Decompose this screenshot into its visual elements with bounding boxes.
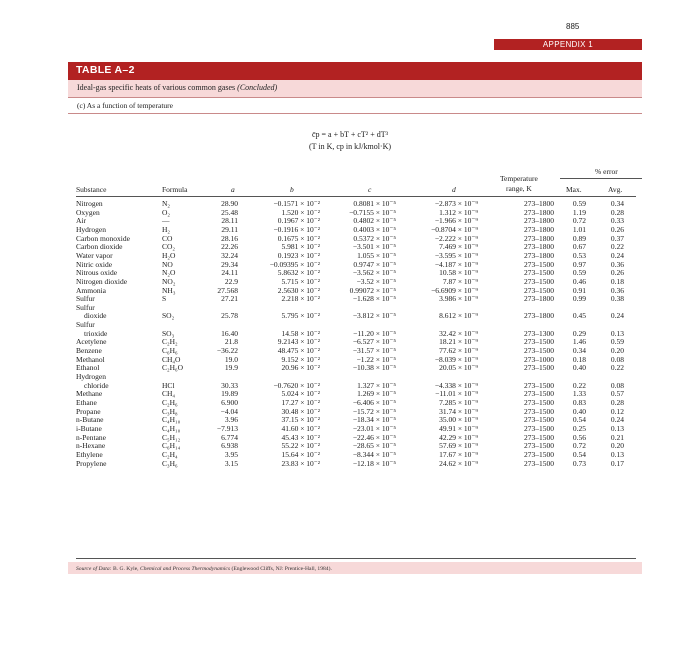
c-cell: 0.4003 × 10⁻⁵ <box>353 224 396 234</box>
range-cell: 273–1300 <box>524 328 554 338</box>
substance-cell: Acetylene <box>76 337 107 347</box>
formula-cell: C₃H₈ <box>162 406 178 416</box>
substance-cell: Nitrogen dioxide <box>76 276 128 286</box>
substance-cell: Ammonia <box>76 285 106 295</box>
max-error-cell: 0.72 <box>572 216 586 226</box>
avg-error-cell: 0.36 <box>610 259 624 269</box>
avg-error-cell: 0.22 <box>610 363 624 373</box>
part-label: (c) As a function of temperature <box>77 101 174 110</box>
b-cell: 15.64 × 10⁻² <box>281 449 320 459</box>
avg-error-cell: 0.24 <box>610 250 624 260</box>
formula-cell: C₂H₄ <box>162 449 178 459</box>
max-error-cell: 0.59 <box>572 199 586 208</box>
subtitle-note: (Concluded) <box>237 83 278 92</box>
formula-cell: NO <box>162 259 173 269</box>
max-error-cell: 0.22 <box>572 380 586 390</box>
b-cell: 9.152 × 10⁻² <box>281 354 320 364</box>
c-cell: 0.5372 × 10⁻⁵ <box>353 233 396 243</box>
d-cell: 10.58 × 10⁻⁹ <box>439 268 478 278</box>
range-cell: 273–1800 <box>524 233 554 243</box>
max-error-cell: 0.72 <box>572 441 586 451</box>
max-error-cell: 0.53 <box>572 250 586 260</box>
a-cell: 22.9 <box>224 276 238 286</box>
b-cell: 9.2143 × 10⁻² <box>277 337 320 347</box>
formula-cell: HCl <box>162 380 175 390</box>
bottom-rule <box>76 558 636 559</box>
page-number: 885 <box>566 22 580 31</box>
b-cell: 41.60 × 10⁻² <box>281 423 320 433</box>
d-cell: 57.69 × 10⁻⁹ <box>439 441 478 451</box>
d-cell: 31.74 × 10⁻⁹ <box>439 406 478 416</box>
table-title-bar <box>68 62 642 80</box>
b-cell: 37.15 × 10⁻² <box>281 415 320 425</box>
range-cell: 273–1500 <box>524 458 554 468</box>
avg-error-cell: 0.59 <box>610 337 624 347</box>
c-cell: −0.7155 × 10⁻⁵ <box>349 207 396 217</box>
avg-error-cell: 0.22 <box>610 242 624 252</box>
source-note <box>76 566 332 572</box>
avg-error-cell: 0.28 <box>610 207 624 217</box>
d-header: d <box>452 185 456 194</box>
substance-cell: Propane <box>76 406 101 416</box>
max-error-cell: 0.40 <box>572 406 586 416</box>
a-cell: 29.34 <box>221 259 238 269</box>
max-error-cell: 0.29 <box>572 328 586 338</box>
d-cell: −4.187 × 10⁻⁹ <box>434 259 478 269</box>
b-cell: 23.83 × 10⁻² <box>281 458 320 468</box>
max-error-cell: 0.67 <box>572 242 586 252</box>
max-error-cell: 1.19 <box>572 207 586 217</box>
table-title: TABLE A–2 <box>76 64 135 76</box>
b-header: b <box>290 185 294 194</box>
formula-cell: N₂O <box>162 268 176 278</box>
d-cell: 77.62 × 10⁻⁹ <box>439 346 478 356</box>
c-cell: −3.501 × 10⁻⁵ <box>352 242 396 252</box>
equation-units: (T in K, cp in kJ/kmol·K) <box>308 142 392 151</box>
range-cell: 273–1800 <box>524 242 554 252</box>
range-cell: 273–1800 <box>524 224 554 234</box>
source-label: Source of Data: <box>76 566 112 572</box>
max-error-cell: 0.89 <box>572 233 586 243</box>
formula-cell: N₂ <box>162 199 171 208</box>
avg-error-cell: 0.08 <box>610 380 624 390</box>
formula-cell: H₂O <box>162 250 176 260</box>
range-cell: 273–1500 <box>524 259 554 269</box>
max-error-cell: 0.54 <box>572 415 586 425</box>
substance-cell: Ethylene <box>76 449 103 459</box>
formula-cell: S <box>162 294 167 304</box>
range-cell: 273–1500 <box>524 268 554 278</box>
a-cell: 16.40 <box>221 328 238 338</box>
substance-header: Substance <box>76 185 107 194</box>
c-cell: −3.812 × 10⁻⁵ <box>352 311 396 321</box>
range-cell: 273–1500 <box>524 337 554 347</box>
c-cell: −6.406 × 10⁻⁵ <box>352 397 396 407</box>
substance-cell: Carbon dioxide <box>76 242 123 252</box>
a-cell: 30.33 <box>221 380 238 390</box>
substance-cell: Methane <box>76 389 103 399</box>
substance-cell: Ethane <box>76 397 97 407</box>
table-subtitle <box>77 83 277 92</box>
c-cell: 1.055 × 10⁻⁵ <box>357 250 396 260</box>
substance-cell: Nitric oxide <box>76 259 113 269</box>
d-cell: 8.612 × 10⁻⁹ <box>439 311 478 321</box>
substance-cell: i-Butane <box>76 423 102 433</box>
b-cell: 14.58 × 10⁻² <box>281 328 320 338</box>
avg-error-cell: 0.13 <box>610 423 624 433</box>
substance-cell: Nitrous oxide <box>76 268 118 278</box>
c-cell: 0.9747 × 10⁻⁵ <box>353 259 396 269</box>
avg-error-cell: 0.57 <box>610 389 624 399</box>
c-cell: −1.22 × 10⁻⁵ <box>356 354 396 364</box>
max-error-cell: 0.25 <box>572 423 586 433</box>
substance-cell: Sulfur <box>76 302 95 312</box>
avg-error-cell: 0.26 <box>610 224 624 234</box>
b-cell: 0.1923 × 10⁻² <box>277 250 320 260</box>
substance-cell: Ethanol <box>76 363 100 373</box>
a-cell: −36.22 <box>216 346 238 356</box>
error-header-underline <box>560 178 642 179</box>
formula-cell: C₄H₁₀ <box>162 415 181 425</box>
avg-error-cell: 0.13 <box>610 328 624 338</box>
d-cell: −11.01 × 10⁻⁹ <box>435 389 478 399</box>
range-cell: 273–1500 <box>524 285 554 295</box>
b-cell: 2.218 × 10⁻² <box>281 294 320 304</box>
equation: c̄p = a + bT + cT² + dT³ <box>311 130 388 139</box>
range-cell: 273–1800 <box>524 250 554 260</box>
c-cell: −22.46 × 10⁻⁵ <box>352 432 396 442</box>
d-cell: −8.039 × 10⁻⁹ <box>434 354 478 364</box>
d-cell: 7.285 × 10⁻⁹ <box>439 397 478 407</box>
avg-header: Avg. <box>608 185 623 194</box>
substance-cell: Oxygen <box>76 207 100 217</box>
substance-cell: n-Pentane <box>76 432 106 442</box>
b-cell: −0.7620 × 10⁻² <box>273 380 320 390</box>
a-cell: −4.04 <box>220 406 238 416</box>
d-cell: −0.8704 × 10⁻⁹ <box>431 224 478 234</box>
range-cell: 273–1500 <box>524 276 554 286</box>
formula-cell: NH₃ <box>162 285 176 295</box>
c-cell: −10.38 × 10⁻⁵ <box>352 363 396 373</box>
a-cell: 25.48 <box>221 207 238 217</box>
d-cell: −2.222 × 10⁻⁹ <box>434 233 478 243</box>
c-cell: −8.344 × 10⁻⁵ <box>352 449 396 459</box>
b-cell: 5.024 × 10⁻² <box>281 389 320 399</box>
a-cell: 27.568 <box>217 285 238 295</box>
c-cell: −3.562 × 10⁻⁵ <box>352 268 396 278</box>
avg-error-cell: 0.21 <box>610 432 624 442</box>
avg-error-cell: 0.28 <box>610 397 624 407</box>
substance-cell: Air <box>76 216 86 226</box>
a-cell: 28.16 <box>221 233 238 243</box>
range-cell: 273–1800 <box>524 207 554 217</box>
avg-error-cell: 0.26 <box>610 268 624 278</box>
avg-error-cell: 0.20 <box>610 441 624 451</box>
range-cell: 273–1500 <box>524 346 554 356</box>
avg-error-cell: 0.33 <box>610 216 624 226</box>
range-header-line2: range, K <box>506 184 532 193</box>
b-cell: 0.1675 × 10⁻² <box>277 233 320 243</box>
d-cell: 7.87 × 10⁻⁹ <box>442 276 478 286</box>
max-header: Max. <box>566 185 582 194</box>
substance-cell: Methanol <box>76 354 105 364</box>
formula-cell: SO₃ <box>162 328 175 338</box>
b-cell: −0.09395 × 10⁻² <box>269 259 320 269</box>
substance-cell: Nitrogen <box>76 199 103 208</box>
a-cell: −7.913 <box>216 423 238 433</box>
range-cell: 273–1500 <box>524 380 554 390</box>
avg-error-cell: 0.37 <box>610 233 624 243</box>
c-cell: 1.269 × 10⁻⁵ <box>357 389 396 399</box>
range-cell: 273–1800 <box>524 294 554 304</box>
divider <box>68 97 642 98</box>
d-cell: −6.6909 × 10⁻⁹ <box>431 285 478 295</box>
a-cell: 32.24 <box>221 250 238 260</box>
subtitle-text: Ideal-gas specific heats of various common gases <box>77 83 236 92</box>
a-cell: 25.78 <box>221 311 238 321</box>
d-cell: −2.873 × 10⁻⁹ <box>434 199 478 208</box>
a-cell: 29.11 <box>221 224 238 234</box>
d-cell: 42.29 × 10⁻⁹ <box>439 432 478 442</box>
range-cell: 273–1500 <box>524 389 554 399</box>
range-cell: 273–1500 <box>524 432 554 442</box>
c-cell: 0.99072 × 10⁻⁵ <box>349 285 396 295</box>
b-cell: 17.27 × 10⁻² <box>281 397 320 407</box>
a-cell: 3.96 <box>224 415 238 425</box>
d-cell: 35.00 × 10⁻⁹ <box>439 415 478 425</box>
a-cell: 28.11 <box>221 216 238 226</box>
avg-error-cell: 0.36 <box>610 285 624 295</box>
b-cell: 2.5630 × 10⁻² <box>277 285 320 295</box>
b-cell: 30.48 × 10⁻² <box>281 406 320 416</box>
a-cell: 6.938 <box>221 441 238 451</box>
c-cell: −18.34 × 10⁻⁵ <box>352 415 396 425</box>
b-cell: 20.96 × 10⁻² <box>281 363 320 373</box>
substance-cell: Carbon monoxide <box>76 233 130 243</box>
formula-cell: C₂H₆O <box>162 363 184 373</box>
b-cell: 5.715 × 10⁻² <box>281 276 320 286</box>
b-cell: 0.1967 × 10⁻² <box>277 216 320 226</box>
b-cell: 45.43 × 10⁻² <box>281 432 320 442</box>
avg-error-cell: 0.13 <box>610 449 624 459</box>
avg-error-cell: 0.08 <box>610 354 624 364</box>
formula-cell: H₂ <box>162 224 171 234</box>
max-error-cell: 0.18 <box>572 354 586 364</box>
formula-header: Formula <box>162 185 188 194</box>
formula-cell: CO₂ <box>162 242 176 252</box>
substance-cell: n-Hexane <box>76 441 106 451</box>
a-cell: 19.0 <box>224 354 238 364</box>
avg-error-cell: 0.34 <box>610 199 624 208</box>
source-title: Chemical and Process Thermodynamics <box>139 566 231 572</box>
formula-cell: C₆H₆ <box>162 346 178 356</box>
range-cell: 273–1500 <box>524 406 554 416</box>
formula-cell: — <box>162 216 170 226</box>
max-error-cell: 0.97 <box>572 259 586 269</box>
formula-cell: NO₂ <box>162 276 176 286</box>
substance-cell-cont: chloride <box>84 380 109 390</box>
substance-cell-cont: dioxide <box>84 311 107 321</box>
formula-cell: C₂H₂ <box>162 337 178 347</box>
substance-cell: Hydrogen <box>76 372 106 381</box>
c-cell: 0.4802 × 10⁻⁵ <box>353 216 396 226</box>
max-error-cell: 0.54 <box>572 449 586 459</box>
c-cell: −12.18 × 10⁻⁵ <box>352 458 396 468</box>
max-error-cell: 1.46 <box>572 337 586 347</box>
max-error-cell: 0.83 <box>572 397 586 407</box>
source-author: B. G. Kyle, <box>112 566 139 572</box>
b-cell: 5.8632 × 10⁻² <box>277 268 320 278</box>
formula-cell: C₃H₆ <box>162 458 178 468</box>
c-cell: −31.57 × 10⁻⁵ <box>352 346 396 356</box>
d-cell: 1.312 × 10⁻⁹ <box>439 207 478 217</box>
source-tail: (Englewood Cliffs, NJ: Prentice-Hall, 1984). <box>231 566 332 572</box>
range-cell: 273–1800 <box>524 216 554 226</box>
avg-error-cell: 0.24 <box>610 415 624 425</box>
substance-cell: n-Butane <box>76 415 104 425</box>
d-cell: 18.21 × 10⁻⁹ <box>439 337 478 347</box>
range-cell: 273–1500 <box>524 449 554 459</box>
d-cell: −1.966 × 10⁻⁹ <box>434 216 478 226</box>
b-cell: −0.1916 × 10⁻² <box>273 224 320 234</box>
range-cell: 273–1000 <box>524 354 554 364</box>
max-error-cell: 0.73 <box>572 458 586 468</box>
b-cell: 5.795 × 10⁻² <box>281 311 320 321</box>
c-cell: −28.65 × 10⁻⁵ <box>352 441 396 451</box>
substance-cell: Benzene <box>76 346 102 356</box>
substance-cell: Sulfur <box>76 294 95 304</box>
error-header: % error <box>595 167 618 176</box>
avg-error-cell: 0.38 <box>610 294 624 304</box>
d-cell: 17.67 × 10⁻⁹ <box>439 449 478 459</box>
max-error-cell: 0.34 <box>572 346 586 356</box>
max-error-cell: 0.59 <box>572 268 586 278</box>
avg-error-cell: 0.18 <box>610 276 624 286</box>
max-error-cell: 0.99 <box>572 294 586 304</box>
b-cell: −0.1571 × 10⁻² <box>273 199 320 208</box>
divider <box>68 113 642 114</box>
header-rule <box>76 196 636 197</box>
avg-error-cell: 0.24 <box>610 311 624 321</box>
max-error-cell: 1.01 <box>572 224 586 234</box>
a-cell: 19.89 <box>221 389 238 399</box>
a-cell: 22.26 <box>221 242 238 252</box>
substance-cell: Sulfur <box>76 320 95 330</box>
b-cell: 48.475 × 10⁻² <box>277 346 320 356</box>
formula-cell: CO <box>162 233 173 243</box>
range-cell: 273–1500 <box>524 363 554 373</box>
c-cell: −15.72 × 10⁻⁵ <box>352 406 396 416</box>
formula-cell: C₅H₁₂ <box>162 432 181 442</box>
max-error-cell: 0.45 <box>572 311 586 321</box>
range-cell: 273–1500 <box>524 415 554 425</box>
b-cell: 1.520 × 10⁻² <box>281 207 320 217</box>
range-cell: 273–1500 <box>524 441 554 451</box>
d-cell: −3.595 × 10⁻⁹ <box>434 250 478 260</box>
d-cell: 20.05 × 10⁻⁹ <box>439 363 478 373</box>
a-header: a <box>231 185 235 194</box>
a-cell: 28.90 <box>221 199 238 208</box>
formula-cell: CH₄ <box>162 389 176 399</box>
substance-cell: Hydrogen <box>76 224 106 234</box>
c-cell: −11.20 × 10⁻⁵ <box>353 328 396 338</box>
substance-cell-cont: trioxide <box>84 328 108 338</box>
formula-cell: C₆H₁₄ <box>162 441 181 451</box>
range-cell: 273–1800 <box>524 199 554 208</box>
d-cell: 24.62 × 10⁻⁹ <box>439 458 478 468</box>
avg-error-cell: 0.20 <box>610 346 624 356</box>
substance-cell: Propylene <box>76 458 107 468</box>
max-error-cell: 0.56 <box>572 432 586 442</box>
range-cell: 273–1800 <box>524 311 554 321</box>
d-cell: 32.42 × 10⁻⁹ <box>439 328 478 338</box>
formula-cell: SO₂ <box>162 311 175 321</box>
d-cell: 7.469 × 10⁻⁹ <box>439 242 478 252</box>
range-cell: 273–1500 <box>524 423 554 433</box>
a-cell: 21.8 <box>224 337 238 347</box>
d-cell: −4.338 × 10⁻⁹ <box>434 380 478 390</box>
a-cell: 3.15 <box>224 458 238 468</box>
max-error-cell: 0.46 <box>572 276 586 286</box>
a-cell: 24.11 <box>221 268 238 278</box>
a-cell: 27.21 <box>221 294 238 304</box>
formula-cell: O₂ <box>162 207 171 217</box>
d-cell: 3.986 × 10⁻⁹ <box>439 294 478 304</box>
a-cell: 6.774 <box>221 432 238 442</box>
b-cell: 55.22 × 10⁻² <box>281 441 320 451</box>
range-header-line1: Temperature <box>500 174 538 183</box>
c-cell: −23.01 × 10⁻⁵ <box>352 423 396 433</box>
formula-cell: C₄H₁₀ <box>162 423 181 433</box>
avg-error-cell: 0.17 <box>610 458 624 468</box>
b-cell: 5.981 × 10⁻² <box>281 242 320 252</box>
a-cell: 6.900 <box>221 397 238 407</box>
c-header: c <box>368 185 372 194</box>
formula-cell: C₂H₆ <box>162 397 178 407</box>
substance-cell: Water vapor <box>76 250 113 260</box>
c-cell: −6.527 × 10⁻⁵ <box>352 337 396 347</box>
max-error-cell: 1.33 <box>572 389 586 399</box>
appendix-label: APPENDIX 1 <box>494 39 642 50</box>
max-error-cell: 0.91 <box>572 285 586 295</box>
a-cell: 19.9 <box>224 363 238 373</box>
c-cell: 0.8081 × 10⁻⁵ <box>353 199 396 208</box>
c-cell: −3.52 × 10⁻⁵ <box>356 276 396 286</box>
avg-error-cell: 0.12 <box>610 406 624 416</box>
c-cell: 1.327 × 10⁻⁵ <box>357 380 396 390</box>
max-error-cell: 0.40 <box>572 363 586 373</box>
a-cell: 3.95 <box>224 449 238 459</box>
range-cell: 273–1500 <box>524 397 554 407</box>
c-cell: −1.628 × 10⁻⁵ <box>352 294 396 304</box>
d-cell: 49.91 × 10⁻⁹ <box>439 423 478 433</box>
formula-cell: CH₄O <box>162 354 181 364</box>
